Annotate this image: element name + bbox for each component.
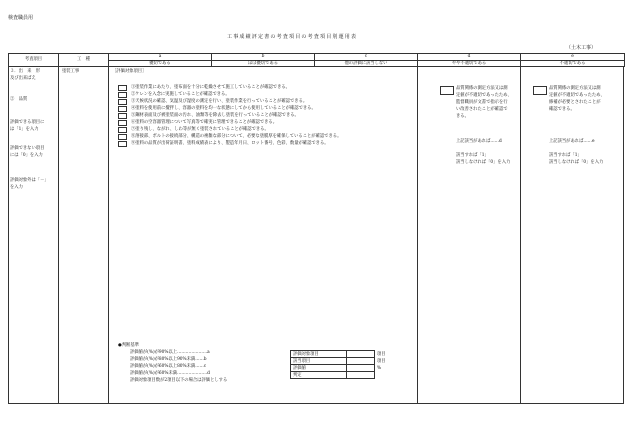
instruction-1: 評価できる項目に bbox=[10, 120, 45, 125]
summary-value-2[interactable] bbox=[347, 358, 375, 365]
d-note-2: 該当すれば「1」 bbox=[456, 153, 489, 158]
e-line-2: 定値が不適切であったため、 bbox=[549, 93, 605, 98]
item-subtitle: ② 品質 bbox=[10, 97, 28, 102]
checkbox-6[interactable] bbox=[118, 120, 127, 126]
page-title: 工事成績評定書の考査項目の考査項目別運用表 bbox=[227, 34, 358, 40]
grade-desc-b: ほぼ優切である bbox=[212, 60, 315, 67]
checkbox-e[interactable] bbox=[533, 86, 547, 95]
grade-desc-d: やや不適切である bbox=[418, 60, 521, 67]
summary-table bbox=[290, 350, 391, 379]
d-line-2: 定値が不適切であったため、 bbox=[456, 93, 512, 98]
checkbox-4[interactable] bbox=[118, 106, 127, 112]
check-item-2: ②ケレンを入念に実施していることが確認できる。 bbox=[131, 92, 230, 97]
summary-value-3[interactable] bbox=[347, 365, 375, 372]
summary-unit-1: 項目 bbox=[377, 352, 386, 357]
summary-value-1[interactable] bbox=[347, 351, 375, 358]
instruction-4: には「0」を入力 bbox=[10, 153, 43, 158]
d-line-1: 品質関係の測定方法又は測 bbox=[456, 86, 508, 91]
instruction-2: は「1」を入力 bbox=[10, 127, 39, 132]
summary-label-2: 該当項目 bbox=[291, 358, 347, 365]
header-type: 工 種 bbox=[59, 54, 109, 67]
grade-desc-a: 優切である bbox=[109, 60, 212, 67]
d-line-4: い改善されたことが確認で bbox=[456, 107, 508, 112]
department-label: 検査職員用 bbox=[8, 15, 34, 21]
criteria-row-3: 評価値が(%)が60%以上80%未満……c bbox=[130, 364, 207, 369]
grade-desc-e: 不適切である bbox=[521, 60, 625, 67]
check-item-1: ①塗装作業にあたり、塗布面を十分に乾燥させて施工していることが確認できる。 bbox=[131, 85, 290, 90]
item-title-1: ３．出 来 形 bbox=[10, 69, 41, 74]
check-item-5: ⑤鋼材表面及び被塗装面の汚れ、油類等を除去し塗装を行っていることが確認できる。 bbox=[131, 113, 299, 118]
checkbox-7[interactable] bbox=[118, 127, 127, 133]
summary-label-3: 評価値 bbox=[291, 365, 347, 372]
criteria-row-4: 評価値が(%)が60%未満…………………d bbox=[130, 371, 210, 376]
grade-letter-d: d bbox=[418, 54, 521, 61]
check-item-6: ⑥塗料の空容器管理について写真等で確実に管理できることが確認できる。 bbox=[131, 120, 278, 125]
checkbox-1[interactable] bbox=[118, 85, 127, 91]
divider-3 bbox=[417, 66, 418, 404]
header-item: 考査項目 bbox=[9, 54, 59, 67]
e-note-1: 上記該当があれば……e bbox=[549, 139, 595, 144]
criteria-row-5: 評価対象項目数が2項目以下の場合は評価としする bbox=[130, 378, 228, 383]
d-line-3: 監督職員が文書で指示を行 bbox=[456, 100, 508, 105]
d-note-1: 上記該当があれば……d bbox=[456, 139, 502, 144]
divider-1 bbox=[58, 66, 59, 404]
eval-heading: ［評価対象項目］ bbox=[112, 69, 147, 74]
e-line-1: 品質関係の測定方法又は測 bbox=[549, 86, 601, 91]
check-item-4: ④塗料を使用前に攪拌し、容器の塗料を均一な状態にしてから使用していることが確認できる。 bbox=[131, 106, 316, 111]
check-item-7: ⑦塗り残し、ながれ、しわ等が無く塗装されていることが確認できる。 bbox=[131, 127, 269, 132]
checkbox-5[interactable] bbox=[118, 113, 127, 119]
summary-unit-3: % bbox=[377, 365, 382, 371]
summary-unit-2: 項目 bbox=[377, 359, 386, 364]
checkbox-8[interactable] bbox=[118, 134, 127, 140]
grade-letter-c: c bbox=[315, 54, 418, 61]
e-note-3: 該当しなければ「0」を入力 bbox=[549, 160, 604, 165]
d-line-5: きる。 bbox=[456, 114, 469, 119]
grade-letter-b: b bbox=[212, 54, 315, 61]
work-type: 塗装工事 bbox=[62, 69, 80, 74]
divider-4 bbox=[520, 66, 521, 404]
d-note-3: 該当しなければ「0」を入力 bbox=[456, 160, 511, 165]
e-line-3: 修補が必要とされたことが bbox=[549, 100, 601, 105]
checkbox-2[interactable] bbox=[118, 92, 127, 98]
e-line-4: 確認できる。 bbox=[549, 107, 575, 112]
instruction-6: を入力 bbox=[10, 185, 23, 190]
e-note-2: 該当すれば「1」 bbox=[549, 153, 582, 158]
summary-value-4[interactable] bbox=[347, 372, 375, 379]
work-category: （土木工事） bbox=[566, 45, 597, 51]
grade-desc-c: 他の評価に該当しない bbox=[315, 60, 418, 67]
instruction-3: 評価できない項目 bbox=[10, 146, 45, 151]
criteria-row-2: 評価値が(%)が80%以上90%未満……b bbox=[130, 357, 207, 362]
summary-unit-4 bbox=[375, 372, 391, 379]
criteria-row-1: 評価値が(%)が90%以上…………………a bbox=[130, 350, 210, 355]
checkbox-3[interactable] bbox=[118, 99, 127, 105]
summary-label-1: 評価対象項目 bbox=[291, 351, 347, 358]
criteria-heading: ●判断基準 bbox=[118, 343, 139, 348]
checkbox-d[interactable] bbox=[440, 86, 454, 95]
summary-label-4: 判定 bbox=[291, 372, 347, 379]
checkbox-9[interactable] bbox=[118, 141, 127, 147]
instruction-5: 評価対象外は「－」 bbox=[10, 178, 49, 183]
check-item-9: ⑨塗料の品質が出荷証明書、塗料成績表により、製造年月日、ロット番号、色彩、数量が確認できる。 bbox=[131, 141, 329, 146]
divider-2 bbox=[108, 66, 109, 404]
grade-letter-e: e bbox=[521, 54, 625, 61]
check-item-3: ③天候状況の確認、気温及び湿度の測定を行い、塗装作業を行っていることが確認できる。 bbox=[131, 99, 308, 104]
grade-letter-a: a bbox=[109, 54, 212, 61]
item-title-2: 及び出来ばえ bbox=[10, 76, 36, 81]
check-item-8: ⑧溶接部、ボルトの接続部分、構造の複雑な部分について、必要な塗膜厚を確保していることが確認できる。 bbox=[131, 134, 342, 139]
